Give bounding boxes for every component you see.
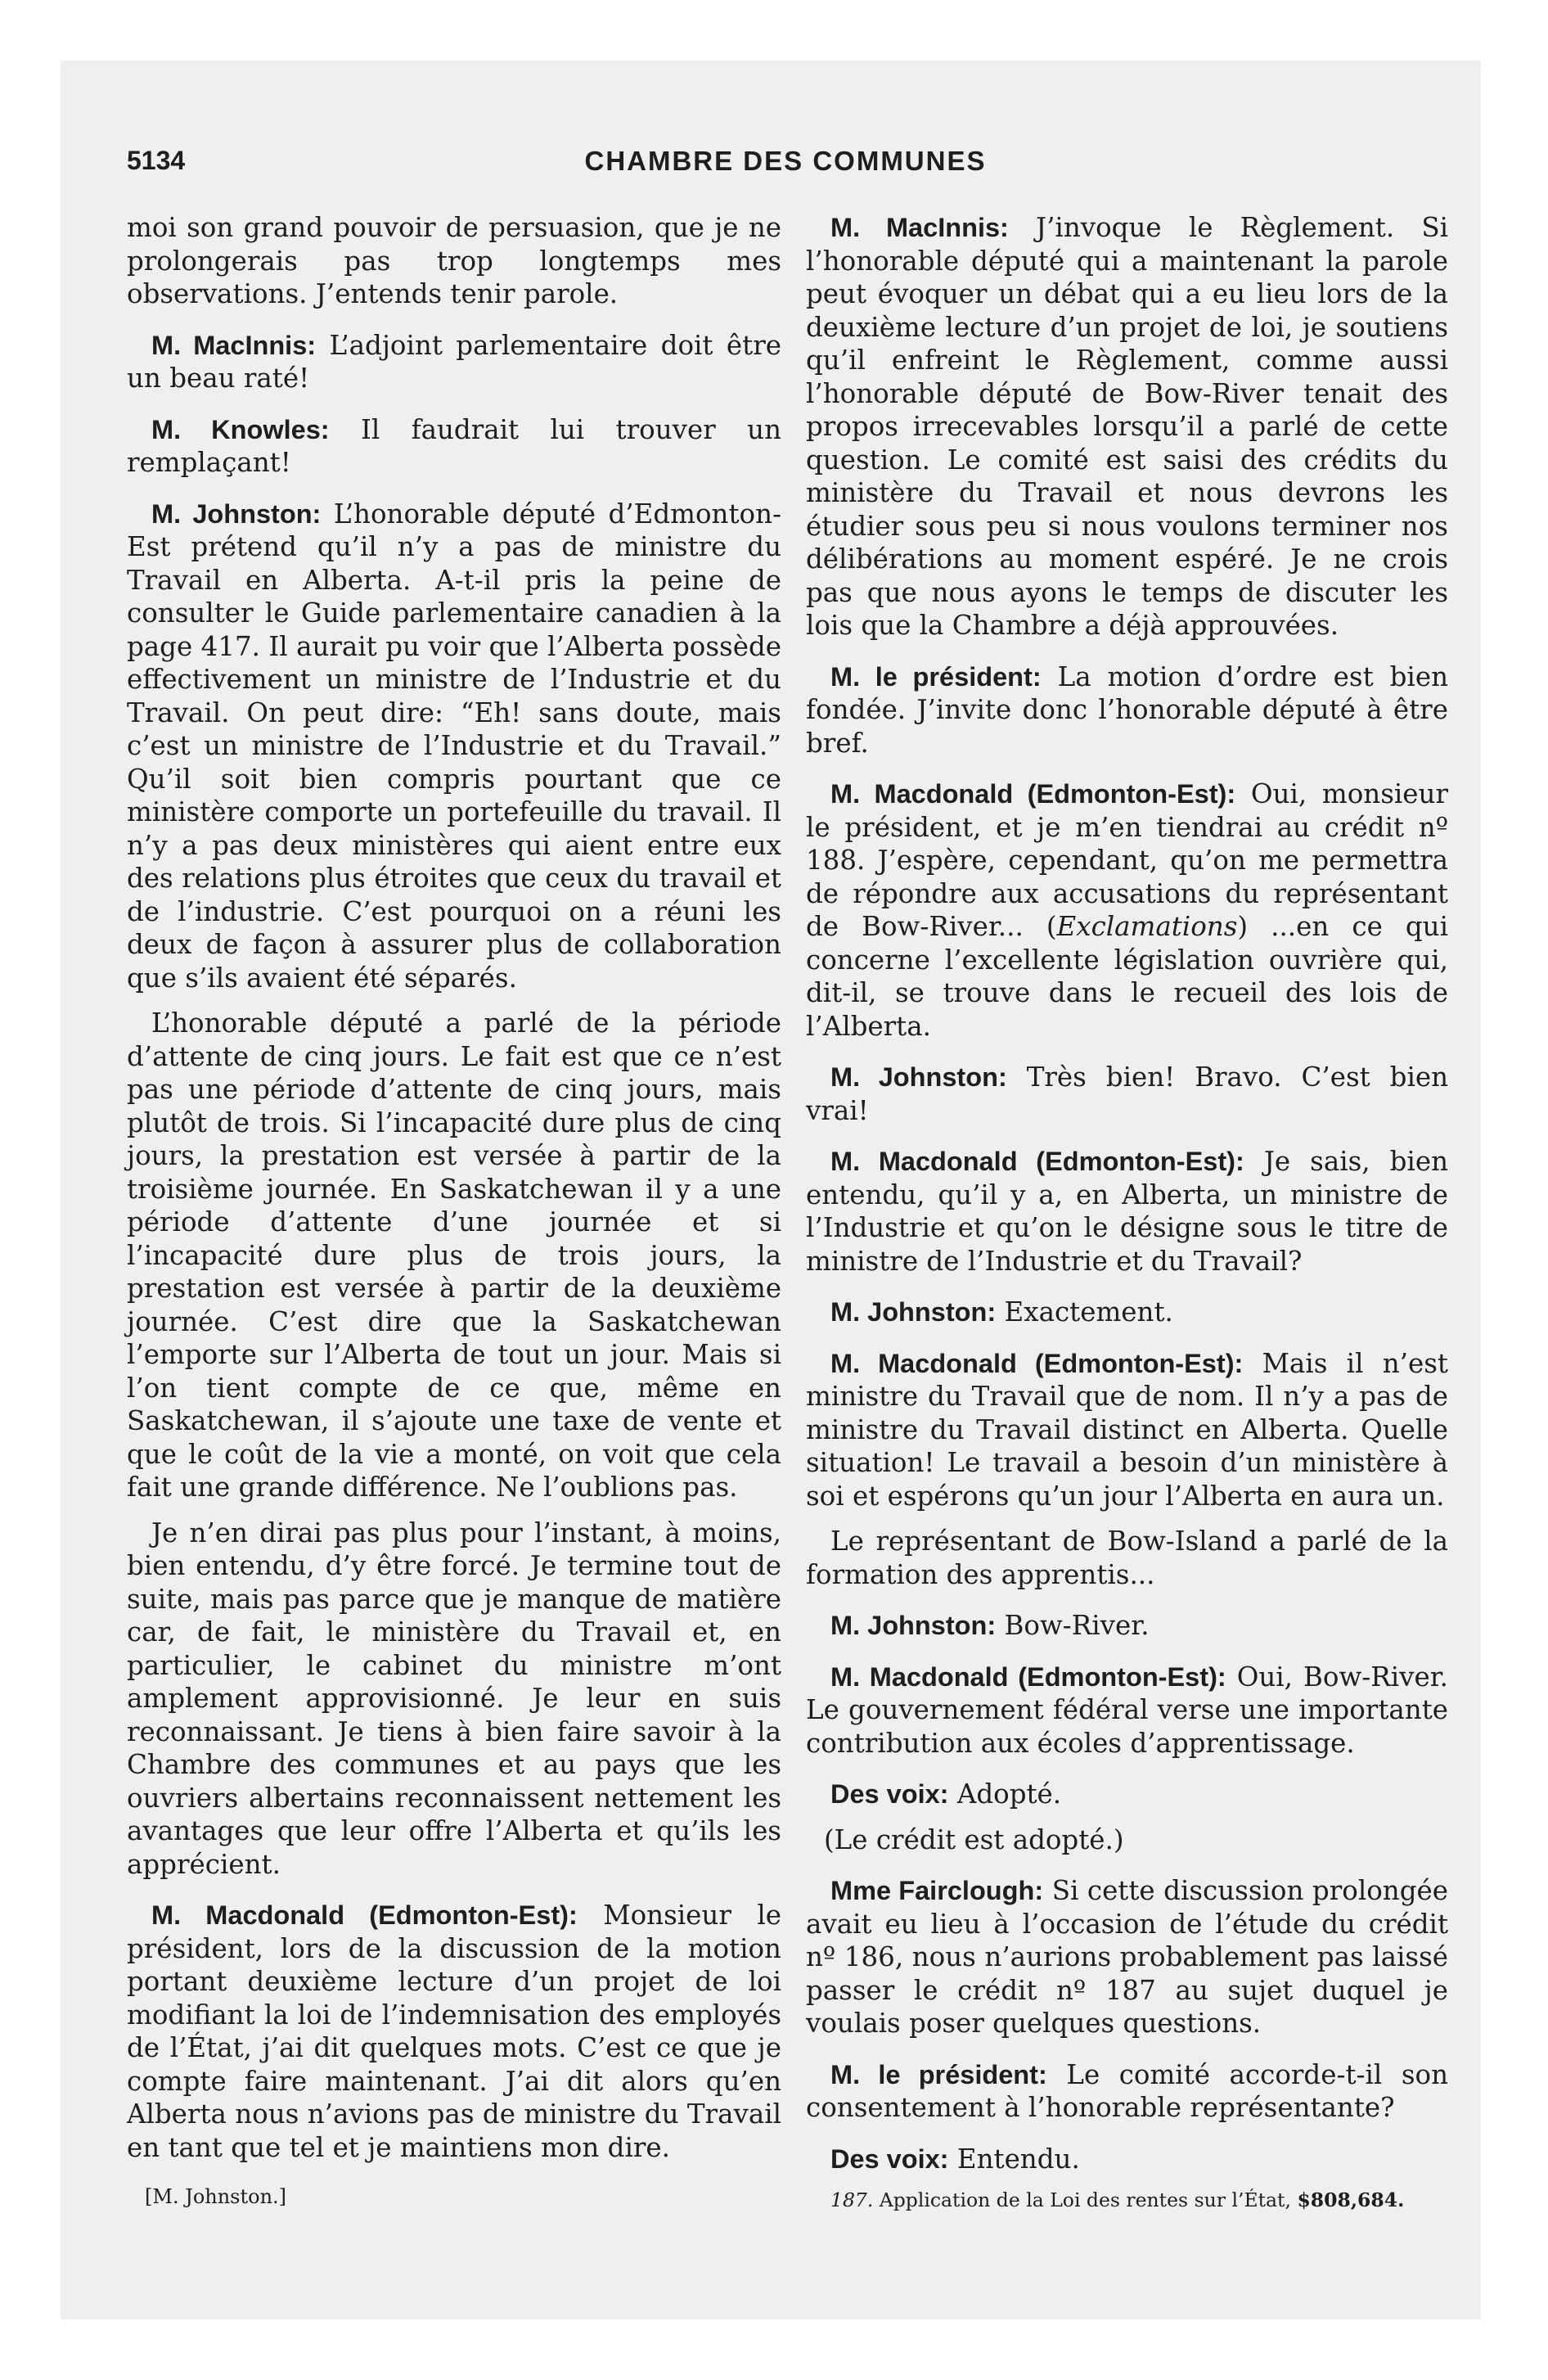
vote-amount: $808,684. xyxy=(1297,2188,1405,2211)
page-header xyxy=(127,146,1444,187)
running-title: CHAMBRE DES COMMUNES xyxy=(584,146,987,176)
speaker-name: M. Johnston: xyxy=(151,498,322,529)
speech-text: Monsieur le président, lors de la discussion de la motion portant deuxième lecture d’un projet de loi modifiant la loi de l’indemnisation des employés de l’État, j’ai dit quelques mots. C’est ce que je compte faire maintenant. J’ai dit alors qu’en Alberta nous n’avions pas de ministre du Travail en tant que tel et je maintiens mon dire. xyxy=(127,1900,781,2163)
speech xyxy=(806,1609,1448,1643)
speech xyxy=(127,498,781,995)
speech xyxy=(806,2143,1448,2176)
speech xyxy=(806,2058,1448,2125)
vote-footnote xyxy=(806,2188,1448,2212)
speech-text: L’honorable député d’Edmonton-Est prétend qu’il n’y a pas de ministre du Travail en Alberta. A-t-il pris la peine de consulter le Guide parlementaire canadien à la page 417. Il aurait pu voir que l’Alberta possède effectivement un ministre de l’Industrie et du Travail. On peut dire: “Eh! sans doute, mais c’est un ministre de l’Industrie et du Travail.” Qu’il soit bien compris pourtant que ce ministère comporte un portefeuille du travail. Il n’y a pas deux ministères qui aient entre eux des relations plus étroites que ceux du travail et de l’industrie. C’est pourquoi on a réuni les deux de façon à assurer plus de collaboration que s’ils avaient été séparés. xyxy=(127,498,781,994)
speech-text: Oui, Bow-River. Le gouvernement fédéral verse une importante contribution aux écoles d’apprentissage. xyxy=(806,1661,1448,1759)
speech xyxy=(806,211,1448,642)
speech xyxy=(806,660,1448,760)
paragraph: Le représentant de Bow-Island a parlé de la formation des apprentis... xyxy=(806,1526,1448,1590)
page-number: 5134 xyxy=(127,146,186,175)
procedural-note: (Le crédit est adopté.) xyxy=(824,1823,1124,1855)
speaker-name: M. Macdonald (Edmonton-Est): xyxy=(830,1348,1244,1378)
speaker-name: M. Johnston: xyxy=(830,1297,997,1327)
speech xyxy=(806,778,1448,1043)
left-column xyxy=(127,211,781,2208)
speech-text: La motion d’ordre est bien fondée. J’invite donc l’honorable député à être bref. xyxy=(806,660,1448,759)
speech-text: Exactement. xyxy=(996,1296,1173,1327)
speech-text: Il faudrait lui trouver un remplaçant! xyxy=(127,413,781,478)
vote-description: Application de la Loi des rentes sur l’État, xyxy=(873,2188,1298,2211)
speaker-name: M. Johnston: xyxy=(830,1611,997,1640)
speech xyxy=(806,1347,1448,1513)
paragraph: moi son grand pouvoir de persuasion, que je ne prolongerais pas trop longtemps mes observations. J’entends tenir parole. xyxy=(127,212,781,309)
speech-text: Oui, monsieur le président, et je m’en tiendrai au crédit nº 188. J’espère, cependant, qu’on me permettra de répondre aux accusations du représentant de Bow-River... ( xyxy=(806,778,1448,942)
speaker-name: M. Macdonald (Edmonton-Est): xyxy=(151,1900,578,1930)
speaker-name: M. le président: xyxy=(830,2059,1047,2089)
speaker-name: M. Knowles: xyxy=(151,414,330,444)
speech-text: Le comité accorde-t-il son consentement à l’honorable représentante? xyxy=(806,2058,1448,2123)
speech xyxy=(127,413,781,480)
speaker-attribution: [M. Johnston.] xyxy=(145,2185,287,2208)
paragraph: L’honorable député a parlé de la période d’attente de cinq jours. Le fait est que ce n’est pas une période d’attente de cinq jours, mais plutôt de trois. Si l’incapacité dure plus de cinq jours, la prestation est versée à partir de la troisième journée. En Saskatchewan il y a une période d’attente d’une journée et si l’incapacité dure plus de trois jours, la prestation est versée à partir de la deuxième journée. C’est dire que la Saskatchewan l’emporte sur l’Alberta de tout un jour. Mais si l’on tient compte de ce que, même en Saskatchewan, il s’ajoute une taxe de vente et que le coût de la vie a monté, on voit que cela fait une grande différence. Ne l’oublions pas. xyxy=(127,1007,781,1503)
speech xyxy=(806,1778,1448,1811)
speech-text: Si cette discussion prolongée avait eu lieu à l’occasion de l’étude du crédit nº 186, nous n’aurions probablement pas laissé passer le crédit nº 187 au sujet duquel je voulais poser quelques questions. xyxy=(806,1875,1448,2039)
paragraph: Je n’en dirai pas plus pour l’instant, à moins, bien entendu, d’y être forcé. Je termine tout de suite, mais pas parce que je manque de matière car, de fait, le ministère du Travail et, en particulier, le cabinet du ministre m’ont amplement approvisionné. Je leur en suis reconnaissant. Je tiens à bien faire savoir à la Chambre des communes et au pays que les ouvriers albertains reconnaissent nettement les avantages que leur offre l’Alberta et qu’ils les apprécient. xyxy=(127,1517,781,1880)
speech-text: Je sais, bien entendu, qu’il y a, en Alberta, un ministre de l’Industrie et qu’on le désigne sous le titre de ministre de l’Industrie et du Travail? xyxy=(806,1146,1448,1277)
speaker-name: M. Macdonald (Edmonton-Est): xyxy=(830,1147,1244,1176)
speech-text: Très bien! Bravo. C’est bien vrai! xyxy=(806,1062,1448,1126)
speaker-name: Des voix: xyxy=(830,1779,949,1809)
speech-text: L’adjoint parlementaire doit être un beau raté! xyxy=(127,329,781,394)
speaker-name: M. le président: xyxy=(830,661,1042,692)
speech-text: Adopté. xyxy=(948,1778,1062,1810)
speaker-name: M. Macdonald (Edmonton-Est): xyxy=(830,779,1236,809)
speaker-name: M. MacInnis: xyxy=(830,213,1009,242)
speaker-name: M. Johnston: xyxy=(830,1062,1007,1092)
speaker-name: M. MacInnis: xyxy=(151,330,317,360)
speech-text: Mais il n’est ministre du Travail que de nom. Il n’y a pas de ministre du Travail distinct en Alberta. Quelle situation! Le travail a besoin d’un ministère à soi et espérons qu’un jour l’Alberta en aura un. xyxy=(806,1347,1448,1512)
vote-number: 187. xyxy=(830,2188,874,2211)
speech-text: Bow-River. xyxy=(996,1610,1150,1641)
speech xyxy=(806,1145,1448,1278)
speaker-name: Des voix: xyxy=(830,2143,949,2174)
speech-text: ) ...en ce qui concerne l’excellente législation ouvrière qui, dit-il, se trouve dans le recueil des lois de l’Alberta. xyxy=(806,911,1448,1042)
speech xyxy=(806,1296,1448,1329)
speech xyxy=(806,1061,1448,1127)
speech xyxy=(127,329,781,395)
speech xyxy=(806,1874,1448,2040)
speaker-name: M. Macdonald (Edmonton-Est): xyxy=(830,1661,1226,1692)
speech-text: J’invoque le Règlement. Si l’honorable député qui a maintenant la parole peut évoquer un débat qui a eu lieu lors de la deuxième lecture d’un projet de loi, je soutiens qu’il enfreint le Règlement, comme aussi l’honorable député de Bow-River tenait des propos irrecevables lorsqu’il a parlé de cette question. Le comité est saisi des crédits du ministère du Travail et nous devrons les étudier sous peu si nous voulons terminer nos délibérations au moment espéré. Je ne crois pas que nous ayons le temps de discuter les lois que la Chambre a déjà approuvées. xyxy=(806,212,1448,641)
speech xyxy=(806,1661,1448,1760)
speech-text: Entendu. xyxy=(948,2143,1080,2175)
stage-direction: Exclamations xyxy=(1056,911,1238,942)
speech xyxy=(127,1899,781,2164)
speaker-name: Mme Fairclough: xyxy=(830,1876,1044,1905)
right-column xyxy=(806,211,1448,2212)
